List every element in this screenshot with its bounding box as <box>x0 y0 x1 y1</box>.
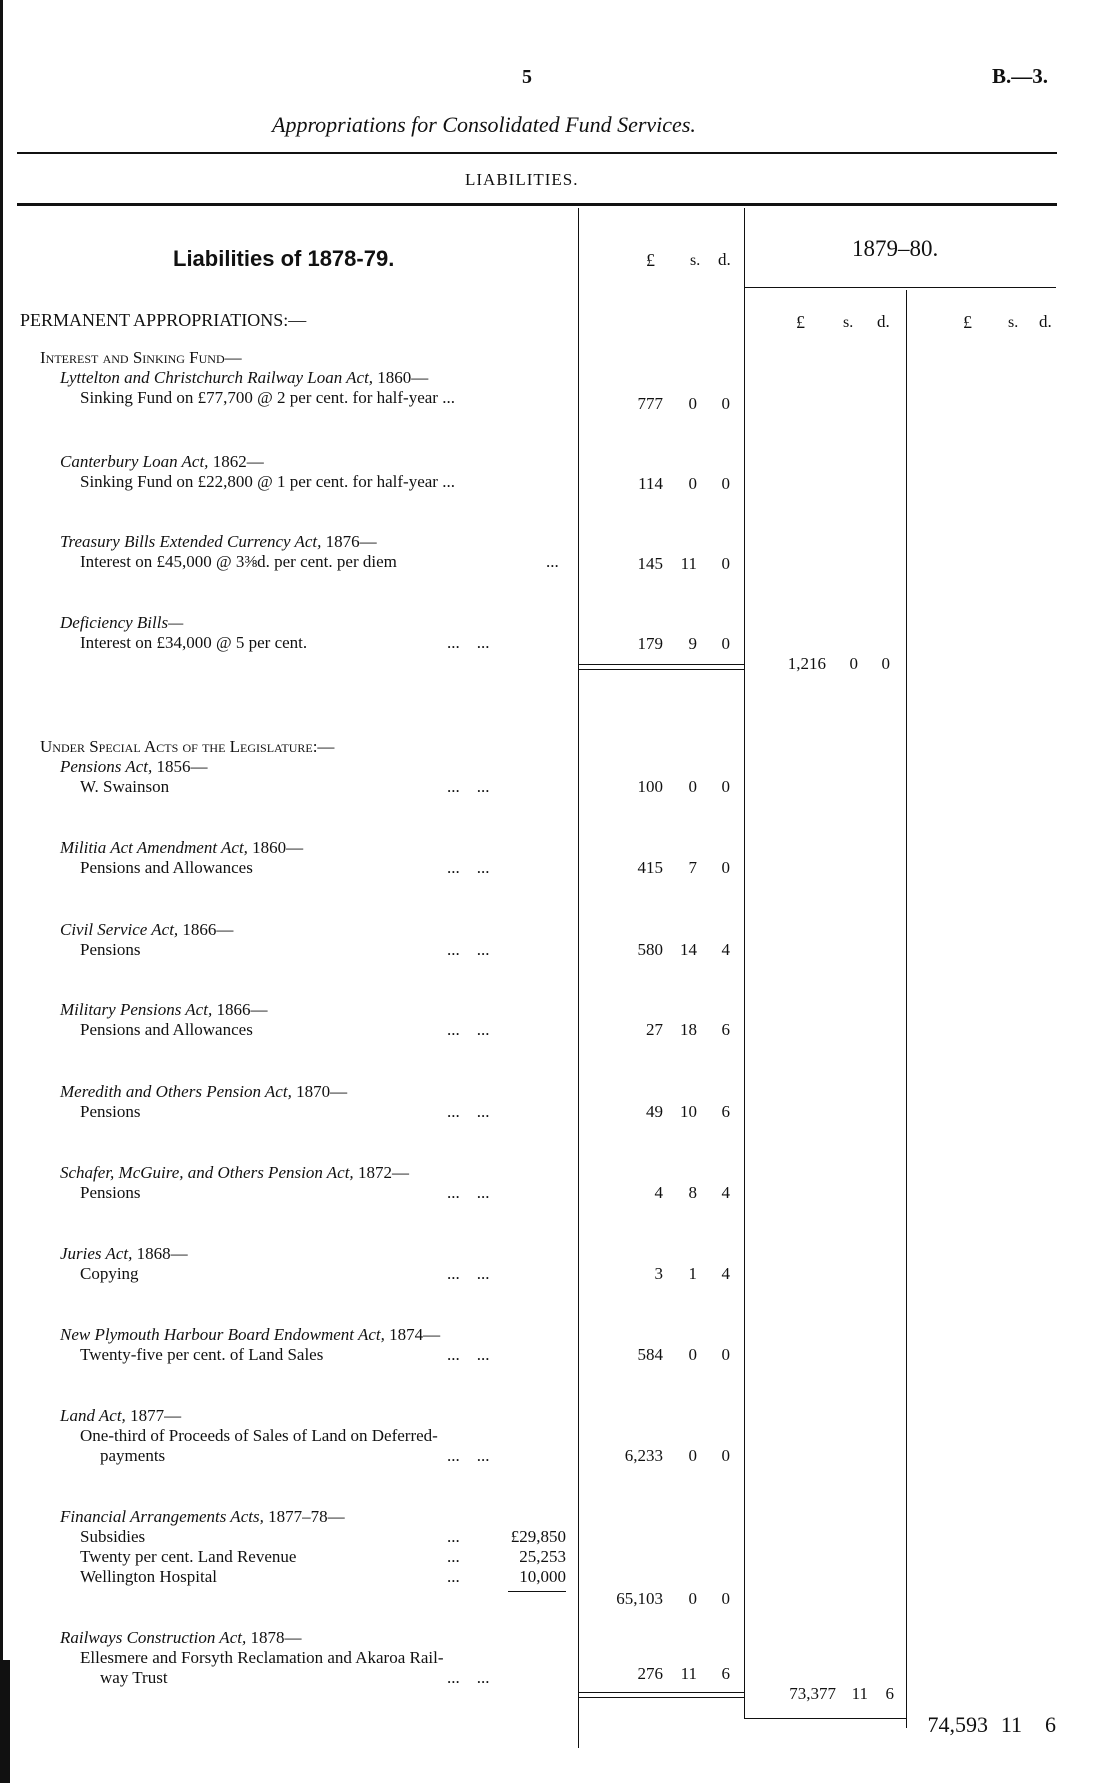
item-description: Sinking Fund on £77,700 @ 2 per cent. for half-year ... <box>80 388 455 407</box>
item-description-cont: way Trust <box>100 1668 168 1687</box>
leader-dots: ... ... <box>447 1345 490 1364</box>
grand-total-shillings: 11 <box>1000 1712 1022 1737</box>
amount-pence: 4 <box>721 1183 730 1202</box>
act-year: 1866— <box>212 1000 268 1019</box>
act-name: Juries Act, <box>60 1244 133 1263</box>
item-description: Pensions <box>80 1183 141 1202</box>
item-description: Interest on £34,000 @ 5 per cent. <box>80 633 308 652</box>
amount-pence: 6 <box>721 1664 730 1683</box>
act-name: Militia Act Amendment Act, <box>60 838 248 857</box>
amount-shillings: 7 <box>688 858 697 877</box>
column-rule <box>906 290 907 1728</box>
rule <box>744 1718 906 1719</box>
amount-shillings: 10 <box>680 1102 697 1121</box>
amount-shillings: 11 <box>680 1664 697 1683</box>
act-year: 1878— <box>246 1628 302 1647</box>
item-description: Twenty-five per cent. of Land Sales <box>80 1345 324 1364</box>
column-rule <box>744 208 745 1718</box>
amount-shillings: 0 <box>688 1589 697 1608</box>
year-header: 1879–80. <box>852 236 939 261</box>
act-name: Financial Arrangements Acts, <box>60 1507 264 1526</box>
act-year: 1870— <box>291 1082 348 1101</box>
subtotal-pence: 0 <box>881 654 890 673</box>
amount-pence: 0 <box>721 474 730 493</box>
amount-pounds: 49 <box>646 1102 663 1121</box>
act-year: 1866— <box>178 920 234 939</box>
item-description: W. Swainson <box>80 777 170 796</box>
page-number: 5 <box>522 66 532 88</box>
amount-shillings: 18 <box>680 1020 697 1039</box>
leader-dots: ... <box>447 1547 460 1566</box>
rule <box>17 203 1057 206</box>
rule <box>508 1591 566 1592</box>
act-year: 1877–78— <box>263 1507 345 1526</box>
subtotal-shillings: 0 <box>849 654 858 673</box>
amount-pence: 0 <box>721 1589 730 1608</box>
act-year: 1860— <box>247 838 304 857</box>
amount-pounds: 584 <box>637 1345 663 1364</box>
page-edge-mark <box>0 1660 10 1783</box>
page-title: Appropriations for Consolidated Fund Services. <box>272 112 696 137</box>
amount-pence: 0 <box>721 1345 730 1364</box>
act-name: Canterbury Loan Act, <box>60 452 209 471</box>
act-name: Land Act, <box>60 1406 126 1425</box>
subtotal-pence: 6 <box>885 1684 894 1703</box>
pence-header: d. <box>877 312 890 331</box>
amount-pounds: 27 <box>646 1020 663 1039</box>
amount-shillings: 0 <box>688 1345 697 1364</box>
shilling-header: s. <box>690 252 701 269</box>
pence-header: d. <box>718 250 731 269</box>
act-name: Treasury Bills Extended Currency Act, <box>60 532 322 551</box>
rule <box>17 152 1057 154</box>
amount-pence: 0 <box>721 1446 730 1465</box>
leader-dots: ... <box>546 552 559 571</box>
amount-pounds: 100 <box>637 777 663 796</box>
item-description: Pensions <box>80 940 141 959</box>
grand-total-pence: 6 <box>1045 1712 1056 1737</box>
sub-item-label: Wellington Hospital <box>80 1567 217 1586</box>
amount-pence: 0 <box>721 554 730 573</box>
subheading: Interest and Sinking Fund— <box>40 348 242 367</box>
act-name: New Plymouth Harbour Board Endowment Act, <box>60 1325 385 1344</box>
act-name: Lyttelton and Christchurch Railway Loan Act, <box>60 368 374 387</box>
sub-item-label: Subsidies <box>80 1527 146 1546</box>
act-name: Deficiency Bills— <box>60 613 184 632</box>
rule <box>578 1692 744 1693</box>
amount-pounds: 777 <box>637 394 663 413</box>
sub-item-amount: 25,253 <box>519 1547 566 1566</box>
amount-pence: 4 <box>721 940 730 959</box>
rule <box>578 669 744 670</box>
item-description: Pensions and Allowances <box>80 858 253 877</box>
act-name: Military Pensions Act, <box>60 1000 213 1019</box>
leader-dots: ... <box>447 1527 460 1546</box>
act-name: Railways Construction Act, <box>60 1628 247 1647</box>
amount-pounds: 65,103 <box>616 1589 663 1608</box>
pound-header: £ <box>796 312 805 332</box>
item-description-cont: payments <box>100 1446 166 1465</box>
act-year: 1862— <box>208 452 264 471</box>
item-description: One-third of Proceeds of Sales of Land on Deferred- <box>80 1426 438 1445</box>
amount-pounds: 6,233 <box>624 1446 663 1465</box>
amount-pence: 0 <box>721 858 730 877</box>
pound-header: £ <box>963 312 972 332</box>
act-year: 1872— <box>353 1163 409 1182</box>
amount-pence: 4 <box>721 1264 730 1283</box>
leader-dots: ... ... <box>447 1264 490 1283</box>
leader-dots: ... <box>447 1567 460 1586</box>
amount-pence: 0 <box>721 634 730 653</box>
amount-pence: 6 <box>721 1020 730 1039</box>
amount-pounds: 179 <box>637 634 663 653</box>
page-edge <box>0 0 3 1783</box>
amount-shillings: 0 <box>688 777 697 796</box>
amount-pounds: 580 <box>637 940 663 959</box>
item-description: Sinking Fund on £22,800 @ 1 per cent. for half-year ... <box>80 472 455 491</box>
act-year: 1874— <box>384 1325 441 1344</box>
amount-pounds: 276 <box>637 1664 663 1683</box>
item-description: Interest on £45,000 @ 3⅜d. per cent. per diem <box>80 552 397 571</box>
subtotal-pounds: 1,216 <box>787 654 826 673</box>
item-description: Ellesmere and Forsyth Reclamation and Akaroa Rail- <box>80 1648 444 1667</box>
act-name: Pensions Act, <box>60 757 153 776</box>
act-year: 1868— <box>132 1244 188 1263</box>
leader-dots: ... ... <box>447 1102 490 1121</box>
rule <box>744 287 1056 288</box>
amount-pounds: 3 <box>654 1264 663 1283</box>
item-description: Pensions and Allowances <box>80 1020 253 1039</box>
column-rule <box>578 208 579 1748</box>
grand-total-pounds: 74,593 <box>927 1712 988 1737</box>
group-heading: PERMANENT APPROPRIATIONS:— <box>20 310 307 330</box>
rule <box>578 664 744 665</box>
leader-dots: ... ... <box>447 1020 490 1039</box>
liabilities-title: Liabilities of 1878-79. <box>173 246 395 271</box>
leader-dots: ... ... <box>447 633 490 652</box>
subtotal-shillings: 11 <box>851 1684 868 1703</box>
sub-item-amount: £29,850 <box>510 1527 566 1546</box>
leader-dots: ... ... <box>447 1446 490 1465</box>
document-reference: B.—3. <box>992 64 1049 88</box>
act-name: Civil Service Act, <box>60 920 179 939</box>
item-description: Pensions <box>80 1102 141 1121</box>
rule <box>578 1697 744 1698</box>
amount-pounds: 4 <box>654 1183 663 1202</box>
act-name: Schafer, McGuire, and Others Pension Act, <box>60 1163 354 1182</box>
section-heading: LIABILITIES. <box>465 170 579 189</box>
amount-shillings: 14 <box>680 940 697 959</box>
group-heading: Under Special Acts of the Legislature:— <box>40 737 335 756</box>
sub-item-amount: 10,000 <box>519 1567 566 1586</box>
shilling-header: s. <box>843 314 854 331</box>
amount-pounds: 145 <box>637 554 663 573</box>
leader-dots: ... ... <box>447 777 490 796</box>
act-year: 1877— <box>125 1406 182 1425</box>
leader-dots: ... ... <box>447 940 490 959</box>
amount-pence: 0 <box>721 777 730 796</box>
amount-shillings: 0 <box>688 394 697 413</box>
amount-shillings: 8 <box>688 1183 697 1202</box>
pound-header: £ <box>646 250 655 270</box>
leader-dots: ... ... <box>447 1183 490 1202</box>
act-year: 1860— <box>373 368 429 387</box>
amount-pence: 6 <box>721 1102 730 1121</box>
leader-dots: ... ... <box>447 858 490 877</box>
amount-pounds: 415 <box>637 858 663 877</box>
act-name: Meredith and Others Pension Act, <box>60 1082 292 1101</box>
act-year: 1856— <box>152 757 208 776</box>
shilling-header: s. <box>1008 314 1019 331</box>
amount-shillings: 0 <box>688 474 697 493</box>
amount-shillings: 9 <box>688 634 697 653</box>
amount-shillings: 1 <box>688 1264 697 1283</box>
leader-dots: ... ... <box>447 1668 490 1687</box>
amount-pounds: 114 <box>638 474 663 493</box>
amount-pence: 0 <box>721 394 730 413</box>
item-description: Copying <box>80 1264 139 1283</box>
amount-shillings: 0 <box>688 1446 697 1465</box>
act-year: 1876— <box>321 532 377 551</box>
subtotal-pounds: 73,377 <box>789 1684 836 1703</box>
amount-shillings: 11 <box>680 554 697 573</box>
pence-header: d. <box>1039 312 1052 331</box>
sub-item-label: Twenty per cent. Land Revenue <box>80 1547 297 1566</box>
